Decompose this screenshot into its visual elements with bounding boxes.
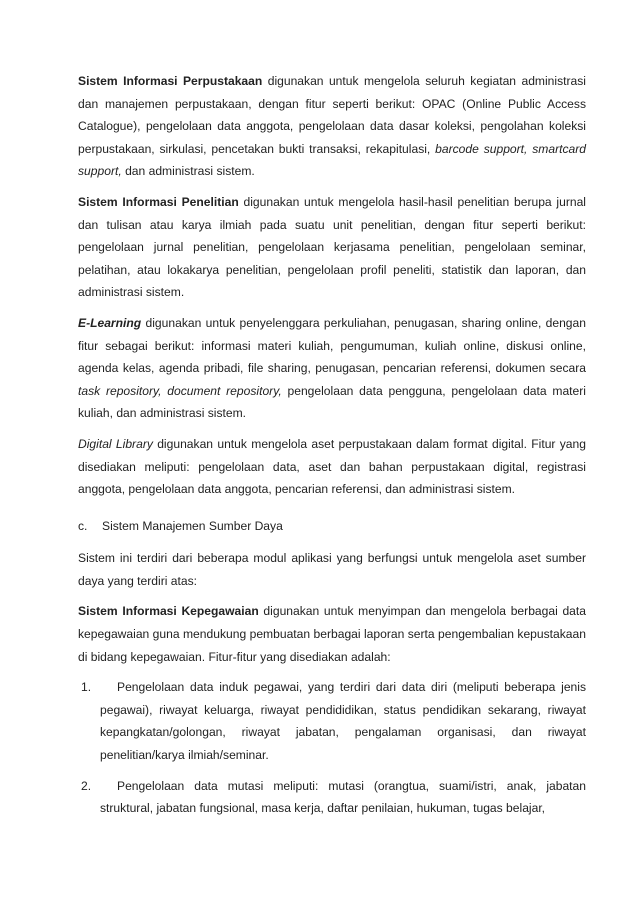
section-heading <box>78 515 586 538</box>
paragraph-text: dan administrasi sistem. <box>121 164 255 179</box>
italic-term: task repository, document repository, <box>78 383 282 398</box>
paragraph-text: digunakan untuk mengelola seluruh kegiatan administrasi dan manajemen perpustakaan, dengan fitur seperti berikut: OPAC (Online Public Access Catalogue), pengelolaan data anggota, pengelolaan data dasar koleksi, pengolahan koleksi perpustakaan, sirkulasi, pencetakan bukti transaksi, rekapitulasi, <box>78 74 586 156</box>
paragraph-kepegawaian <box>78 600 586 668</box>
module-paragraphs <box>78 70 586 501</box>
section-label: c. <box>78 518 88 533</box>
lead-term: Sistem Informasi Perpustakaan <box>78 74 263 88</box>
list-number: 1. <box>81 680 92 695</box>
lead-term: Digital Library <box>78 436 153 451</box>
paragraph-text: pengelolaan data pengguna, pengelolaan data materi kuliah, dan administrasi sistem. <box>78 383 586 421</box>
paragraph-text: digunakan untuk menyimpan dan mengelola berbagai data kepegawaian guna mendukung pembuatan berbagai laporan serta pengembalian kepustakaan di bidang kepegawaian. Fitur-fitur yang disediakan adalah: <box>78 604 586 664</box>
section-intro: Sistem ini terdiri dari beberapa modul aplikasi yang berfungsi untuk mengelola aset sumber daya yang terdiri atas: <box>78 551 586 588</box>
list-item <box>78 775 586 820</box>
lead-term: E-Learning <box>78 315 142 330</box>
list-number: 2. <box>81 778 92 793</box>
lead-term: Sistem Informasi Penelitian <box>78 194 239 209</box>
paragraph-text: digunakan untuk mengelola hasil-hasil penelitian berupa jurnal dan tulisan atau karya ilmiah pada suatu unit penelitian, dengan fitur seperti berikut: pengelolaan jurnal penelitian, pengelolaan kerjasama penelitian, pengelolaan seminar, pelatihan, atau lokakarya penelitian, pengelolaan profil peneliti, statistik dan laporan, dan administrasi sistem. <box>78 194 586 300</box>
document-page <box>78 70 586 828</box>
paragraph-elearning <box>78 312 586 425</box>
feature-list <box>78 676 586 820</box>
paragraph-digital-library <box>78 433 586 501</box>
paragraph-text: digunakan untuk mengelola aset perpustakaan dalam format digital. Fitur yang disediakan meliputi: pengelolaan data, aset dan bahan perpustakaan digital, registrasi anggota, pengelolaan data anggota, pencarian referensi, dan administrasi sistem. <box>78 436 586 497</box>
list-text: Pengelolaan data mutasi meliputi: mutasi (orangtua, suami/istri, anak, jabatan struktural, jabatan fungsional, masa kerja, daftar penilaian, hukuman, tugas belajar, <box>100 778 586 816</box>
list-text: Pengelolaan data induk pegawai, yang terdiri dari data diri (meliputi beberapa jenis pegawai), riwayat keluarga, riwayat pendididikan, status pendidikan sekarang, riwayat kepangkatan/golongan, riwayat jabatan, pengalaman organisasi, dan riwayat penelitian/karya ilmiah/seminar. <box>100 680 586 763</box>
paragraph-perpustakaan <box>78 70 586 183</box>
lead-term: Sistem Informasi Kepegawaian <box>78 604 259 619</box>
paragraph-text: digunakan untuk penyelenggara perkuliahan, penugasan, sharing online, dengan fitur sebagai berikut: informasi materi kuliah, pengumuman, kuliah online, diskusi online, agenda kelas, agenda pribadi, file sharing, penugasan, pencarian referensi, dokumen secara <box>78 315 586 376</box>
section-title: Sistem Manajemen Sumber Daya <box>102 518 283 533</box>
italic-term: barcode support, smartcard support, <box>78 141 586 179</box>
paragraph-penelitian <box>78 191 586 304</box>
list-item <box>78 676 586 766</box>
